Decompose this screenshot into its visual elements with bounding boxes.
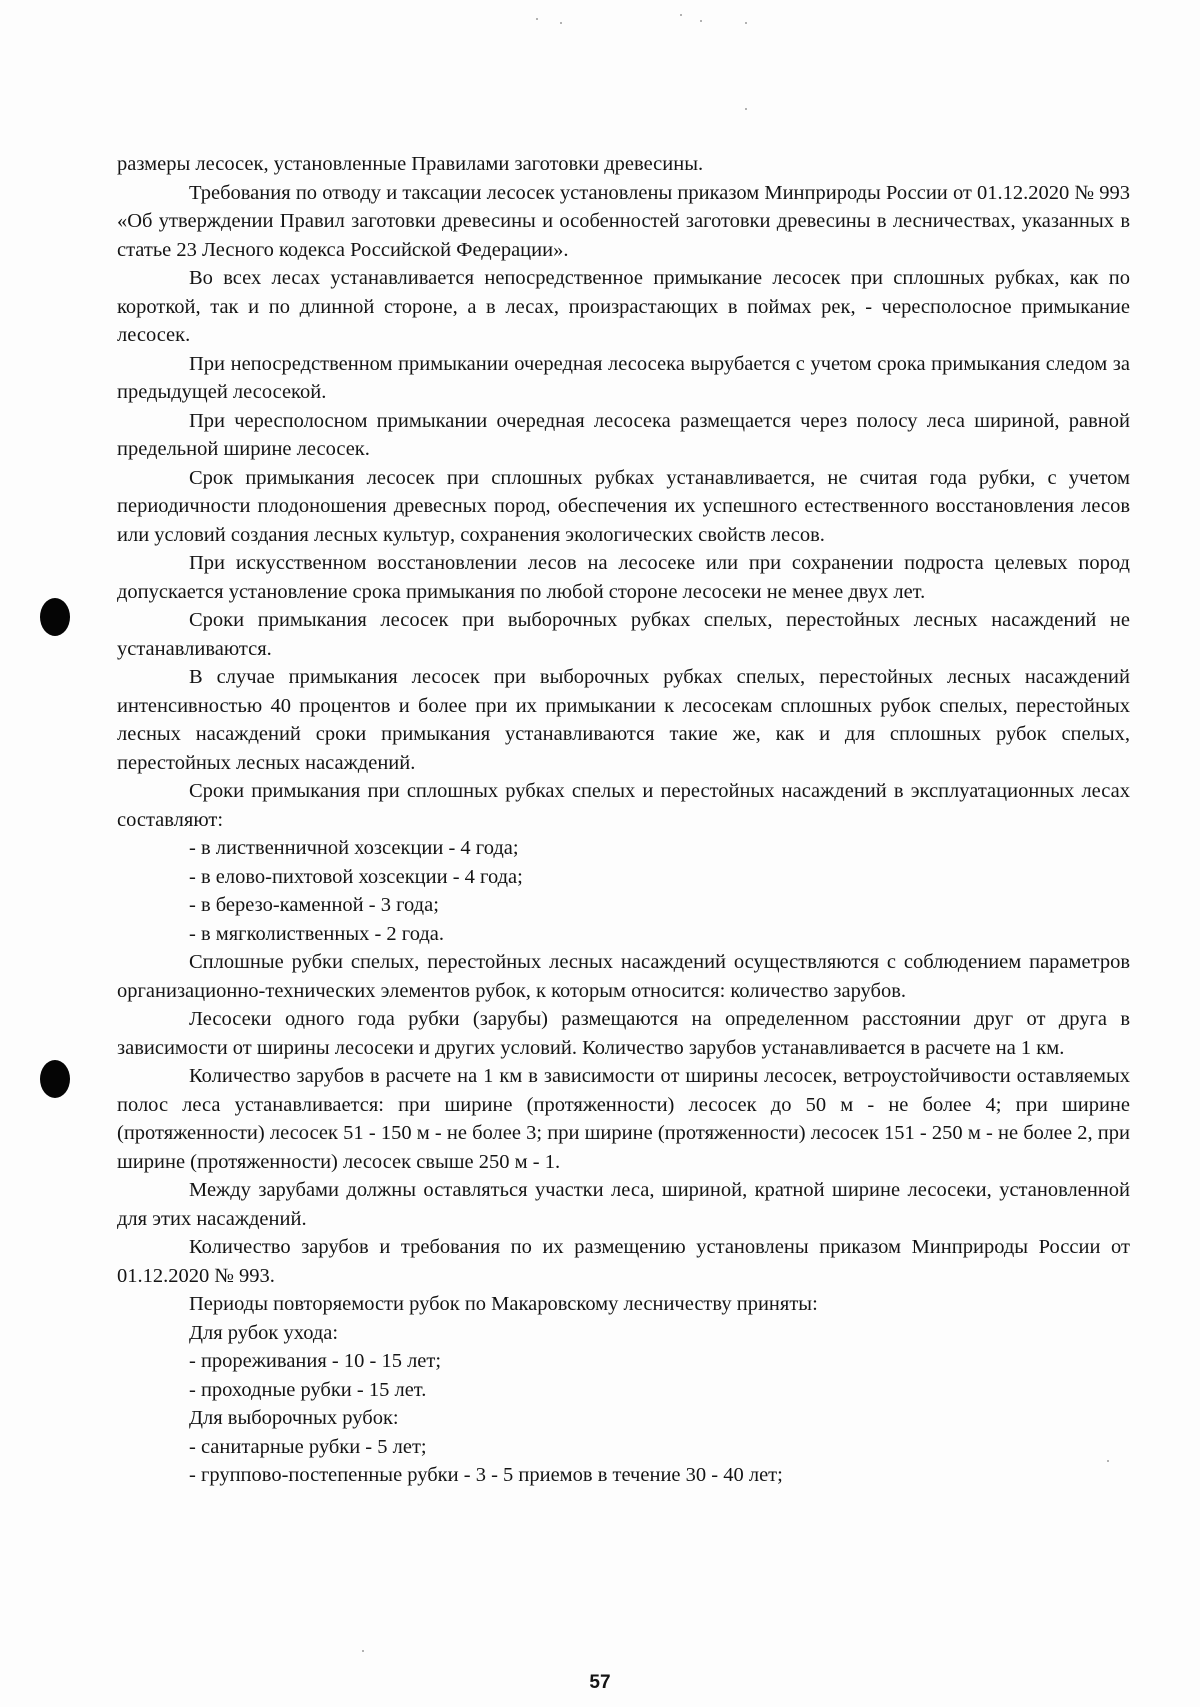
paragraph: Во всех лесах устанавливается непосредственное примыкание лесосек при сплошных рубках, как по короткой, так и по длинной стороне, а в лесах, произрастающих в поймах рек, - чересполосное примыкание лесосек. [117, 267, 1130, 346]
paragraph: В случае примыкания лесосек при выборочных рубках спелых, перестойных лесных насаждений интенсивностью 40 процентов и более при их примыкании к лесосекам сплошных рубок спелых, перестойных лесных насаждений сроки примыкания устанавливаются такие же, как и для сплошных рубок спелых, перестойных лесных насаждений. [117, 666, 1130, 774]
paragraph: Сроки примыкания при сплошных рубках спелых и перестойных насаждений в эксплуатационных лесах составляют: [117, 780, 1130, 831]
list-item: - в березо-каменной - 3 года; [189, 894, 439, 916]
page-number: 57 [589, 1672, 611, 1693]
scan-speck [362, 1650, 364, 1652]
list-item: - группово-постепенные рубки - 3 - 5 приемов в течение 30 - 40 лет; [189, 1464, 783, 1486]
paragraph: Сроки примыкания лесосек при выборочных рубках спелых, перестойных лесных насаждений не устанавливаются. [117, 609, 1130, 660]
scan-speck [536, 18, 538, 20]
list-item: - проходные рубки - 15 лет. [189, 1378, 427, 1401]
list-heading: Для рубок ухода: [189, 1321, 339, 1344]
paragraph: Сплошные рубки спелых, перестойных лесных насаждений осуществляются с соблюдением параметров организационно-технических элементов рубок, к которым относится: количество зарубов. [117, 951, 1130, 1002]
paragraph: размеры лесосек, установленные Правилами заготовки древесины. [117, 153, 704, 175]
list-item: - в мягколиственных - 2 года. [189, 922, 445, 945]
list-item: - в лиственничной хозсекции - 4 года; [189, 837, 519, 859]
scan-speck [700, 20, 702, 22]
paragraph: Между зарубами должны оставляться участки леса, шириной, кратной ширине лесосеки, установленной для этих насаждений. [117, 1179, 1130, 1230]
list-item: - в елово-пихтовой хозсекции - 4 года; [189, 865, 523, 888]
paragraph: При искусственном восстановлении лесов на лесосеке или при сохранении подроста целевых пород допускается установление срока примыкания по любой стороне лесосеки не менее двух лет. [117, 552, 1130, 603]
paragraph: При непосредственном примыкании очередная лесосека вырубается с учетом срока примыкания следом за предыдущей лесосекой. [117, 352, 1130, 403]
scan-speck [560, 22, 562, 24]
scan-speck [1107, 1460, 1109, 1462]
document-body [117, 150, 1130, 1490]
paragraph: Срок примыкания лесосек при сплошных рубках устанавливается, не считая года рубки, с учетом периодичности плодоношения древесных пород, обеспечения их успешного естественного восстановления лесов или условий создания лесных культур, сохранения экологических свойств лесов. [117, 466, 1130, 546]
scan-speck [745, 22, 747, 24]
scan-speck [745, 108, 747, 110]
punch-hole-mark [40, 1060, 70, 1098]
paragraph: Количество зарубов и требования по их размещению установлены приказом Минприроды России от 01.12.2020 № 993. [117, 1236, 1130, 1287]
paragraph: Требования по отводу и таксации лесосек установлены приказом Минприроды России от 01.12.2020 № 993 «Об утверждении Правил заготовки древесины и особенностей заготовки древесины в лесничествах, указанных в статье 23 Лесного кодекса Российской Федерации». [117, 181, 1130, 261]
paragraph: При чересполосном примыкании очередная лесосека размещается через полосу леса шириной, равной предельной ширине лесосек. [117, 409, 1130, 460]
scan-speck [680, 14, 682, 16]
list-item: - прореживания - 10 - 15 лет; [189, 1350, 442, 1372]
paragraph: Лесосеки одного года рубки (зарубы) размещаются на определенном расстоянии друг от друга в зависимости от ширины лесосеки и других условий. Количество зарубов устанавливается в расчете на 1 км. [117, 1008, 1130, 1059]
list-heading: Для выборочных рубок: [189, 1407, 399, 1429]
list-item: - санитарные рубки - 5 лет; [189, 1435, 427, 1458]
paragraph: Количество зарубов в расчете на 1 км в зависимости от ширины лесосек, ветроустойчивости оставляемых полос леса устанавливается: при ширине (протяженности) лесосек до 50 м - не более 4; при ширине (протяженности) лесосек 51 - 150 м - не более 3; при ширине (протяженности) лесосек 151 - 250 м - не более 2, при ширине (протяженности) лесосек свыше 250 м - 1. [117, 1065, 1130, 1173]
paragraph: Периоды повторяемости рубок по Макаровскому лесничеству приняты: [189, 1293, 818, 1315]
punch-hole-mark [40, 598, 70, 636]
